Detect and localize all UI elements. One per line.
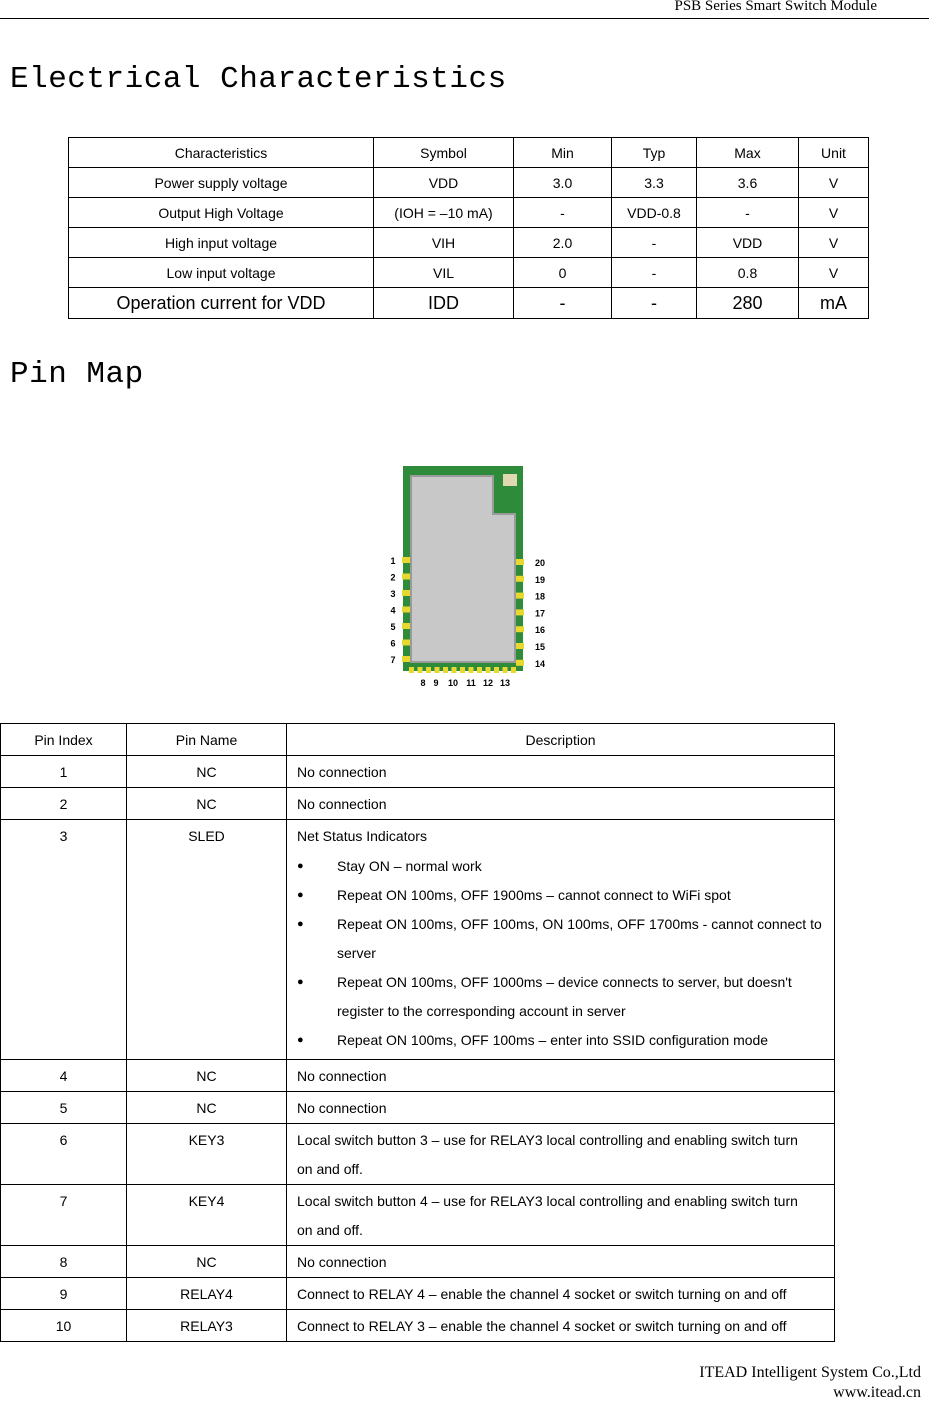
table-cell: 0 xyxy=(514,258,612,288)
pin-index: 10 xyxy=(1,1310,127,1342)
pin-index: 3 xyxy=(1,820,127,1060)
pin-pad xyxy=(418,667,423,673)
table-cell: VDD xyxy=(697,228,799,258)
pin-desc: Connect to RELAY 4 – enable the channel 4 socket or switch turning on and off xyxy=(287,1278,835,1310)
table-cell: High input voltage xyxy=(69,228,374,258)
pin-pad xyxy=(516,576,524,582)
table-row xyxy=(1,820,835,1060)
pin-pad xyxy=(435,667,440,673)
pin-desc: Local switch button 3 – use for RELAY3 local controlling and enabling switch turn on and off. xyxy=(287,1124,835,1185)
pin-pad xyxy=(511,667,516,673)
pin-desc: No connection xyxy=(287,1092,835,1124)
pin-index: 5 xyxy=(1,1092,127,1124)
pin-pad xyxy=(477,667,482,673)
table-row xyxy=(1,1185,835,1246)
pin-pad xyxy=(469,667,474,673)
table-cell: 3.0 xyxy=(514,168,612,198)
pin-label: 12 xyxy=(482,678,494,688)
section-title-pinmap: Pin Map xyxy=(10,357,144,392)
header-cell: Max xyxy=(697,138,799,168)
table-header-row xyxy=(69,138,869,168)
list-item: ● Repeat ON 100ms, OFF 100ms, ON 100ms, OFF 1700ms - cannot connect to server xyxy=(297,910,834,968)
header-title: PSB Series Smart Switch Module xyxy=(674,0,877,14)
pin-label: 20 xyxy=(534,558,546,568)
pin-desc: No connection xyxy=(287,756,835,788)
pin-index: 2 xyxy=(1,788,127,820)
pin-label: 10 xyxy=(447,678,459,688)
pin-pad xyxy=(516,643,524,649)
table-cell: - xyxy=(612,288,697,319)
table-cell: 3.6 xyxy=(697,168,799,198)
pin-pad xyxy=(452,667,457,673)
pin-pad xyxy=(426,667,431,673)
table-row xyxy=(1,1124,835,1185)
table-cell: Operation current for VDD xyxy=(69,288,374,319)
pin-pad xyxy=(402,590,410,596)
pin-label: 14 xyxy=(534,658,546,669)
pin-name: KEY4 xyxy=(127,1185,287,1246)
table-row xyxy=(69,168,869,198)
header-cell: Typ xyxy=(612,138,697,168)
pin-index: 9 xyxy=(1,1278,127,1310)
pin-pad xyxy=(503,667,508,673)
pin-index: 7 xyxy=(1,1185,127,1246)
table-row xyxy=(1,1278,835,1310)
table-row xyxy=(69,228,869,258)
table-cell: - xyxy=(514,288,612,319)
pin-label: 7 xyxy=(390,655,396,665)
table-cell: - xyxy=(612,258,697,288)
pin-pad xyxy=(460,667,465,673)
pin-pad xyxy=(402,574,410,580)
table-cell: Low input voltage xyxy=(69,258,374,288)
header-cell: Min xyxy=(514,138,612,168)
pin-label: 15 xyxy=(534,642,546,652)
pin-pad xyxy=(516,660,524,666)
pin-index: 1 xyxy=(1,756,127,788)
pin-label: 1 xyxy=(390,556,396,566)
pin-pad xyxy=(486,667,491,673)
pin-index: 8 xyxy=(1,1246,127,1278)
footer-company: ITEAD Intelligent System Co.,Ltd xyxy=(699,1364,921,1381)
header-cell: Characteristics xyxy=(69,138,374,168)
pin-label: 3 xyxy=(390,589,396,599)
pin-pad xyxy=(402,656,410,662)
pin-name: NC xyxy=(127,1092,287,1124)
table-cell: VIH xyxy=(374,228,514,258)
pin-label: 5 xyxy=(390,622,396,632)
table-cell: 0.8 xyxy=(697,258,799,288)
module-pin-diagram xyxy=(385,462,555,692)
electrical-characteristics-table xyxy=(68,137,869,319)
table-cell: - xyxy=(514,198,612,228)
pin-pad xyxy=(402,607,410,613)
table-row xyxy=(1,1310,835,1342)
table-cell: (IOH = –10 mA) xyxy=(374,198,514,228)
pin-desc: Local switch button 4 – use for RELAY3 local controlling and enabling switch turn on and off. xyxy=(287,1185,835,1246)
pin-pad xyxy=(402,557,410,563)
table-cell: V xyxy=(799,168,869,198)
table-cell: 3.3 xyxy=(612,168,697,198)
table-cell: - xyxy=(697,198,799,228)
pin-label: 13 xyxy=(499,678,511,688)
pin-name: SLED xyxy=(127,820,287,1060)
header-divider xyxy=(0,18,929,19)
table-row xyxy=(1,756,835,788)
table-cell: VDD xyxy=(374,168,514,198)
pin-pad xyxy=(516,593,524,599)
table-cell: Power supply voltage xyxy=(69,168,374,198)
table-cell: 2.0 xyxy=(514,228,612,258)
pin-label: 16 xyxy=(534,625,546,636)
table-row xyxy=(69,198,869,228)
section-title-electrical: Electrical Characteristics xyxy=(10,62,507,97)
table-cell: IDD xyxy=(374,288,514,319)
pin-desc-title: Net Status Indicators xyxy=(297,828,427,844)
table-row xyxy=(1,788,835,820)
pin-desc: Connect to RELAY 3 – enable the channel 4 socket or switch turning on and off xyxy=(287,1310,835,1342)
header-cell: Unit xyxy=(799,138,869,168)
pin-pad xyxy=(516,626,524,632)
pin-label: 19 xyxy=(534,574,546,585)
pin-description-table xyxy=(0,723,835,1342)
table-cell: mA xyxy=(799,288,869,319)
header-cell: Pin Name xyxy=(127,724,287,756)
pin-index: 6 xyxy=(1,1124,127,1185)
pin-pad xyxy=(516,559,524,565)
module-antenna xyxy=(503,474,517,486)
pin-pad xyxy=(443,667,448,673)
pin-label: 6 xyxy=(390,638,396,649)
table-row xyxy=(1,1246,835,1278)
pin-desc: No connection xyxy=(287,1246,835,1278)
pin-index: 4 xyxy=(1,1060,127,1092)
pin-pad xyxy=(402,623,410,629)
table-header-row xyxy=(1,724,835,756)
pin-label: 2 xyxy=(390,572,396,583)
pin-pad xyxy=(409,667,414,673)
table-cell: V xyxy=(799,198,869,228)
pin-desc: No connection xyxy=(287,1060,835,1092)
table-cell: V xyxy=(799,258,869,288)
table-row xyxy=(1,1092,835,1124)
header-cell: Description xyxy=(287,724,835,756)
pin-name: NC xyxy=(127,1246,287,1278)
pin-pad xyxy=(516,609,524,615)
table-cell: Output High Voltage xyxy=(69,198,374,228)
pin-label: 11 xyxy=(466,678,476,688)
status-indicator-list xyxy=(297,852,834,1055)
table-cell: - xyxy=(612,228,697,258)
list-item: ● Repeat ON 100ms, OFF 1900ms – cannot connect to WiFi spot xyxy=(297,881,834,910)
table-row xyxy=(69,288,869,319)
header-cell: Symbol xyxy=(374,138,514,168)
pin-label: 9 xyxy=(433,678,439,688)
pin-label: 17 xyxy=(534,608,546,619)
pin-name: NC xyxy=(127,756,287,788)
pin-label: 18 xyxy=(534,591,546,602)
pin-label: 8 xyxy=(420,678,426,688)
pin-name: RELAY3 xyxy=(127,1310,287,1342)
footer-website: www.itead.cn xyxy=(833,1384,921,1401)
list-item: ● Repeat ON 100ms, OFF 100ms – enter into SSID configuration mode xyxy=(297,1026,834,1055)
table-row xyxy=(69,258,869,288)
pin-name: RELAY4 xyxy=(127,1278,287,1310)
pin-name: NC xyxy=(127,788,287,820)
pin-desc: No connection xyxy=(287,788,835,820)
pin-pad xyxy=(402,640,410,646)
pin-name: KEY3 xyxy=(127,1124,287,1185)
header-cell: Pin Index xyxy=(1,724,127,756)
table-cell: V xyxy=(799,228,869,258)
table-row xyxy=(1,1060,835,1092)
pin-label: 4 xyxy=(390,605,396,616)
pin-desc xyxy=(287,820,835,1060)
pin-pad xyxy=(494,667,499,673)
table-cell: 280 xyxy=(697,288,799,319)
table-cell: VDD-0.8 xyxy=(612,198,697,228)
pin-name: NC xyxy=(127,1060,287,1092)
list-item: ● Repeat ON 100ms, OFF 1000ms – device connects to server, but doesn't register to the corresponding account in server xyxy=(297,968,834,1026)
table-cell: VIL xyxy=(374,258,514,288)
list-item: ● Stay ON – normal work xyxy=(297,852,834,881)
